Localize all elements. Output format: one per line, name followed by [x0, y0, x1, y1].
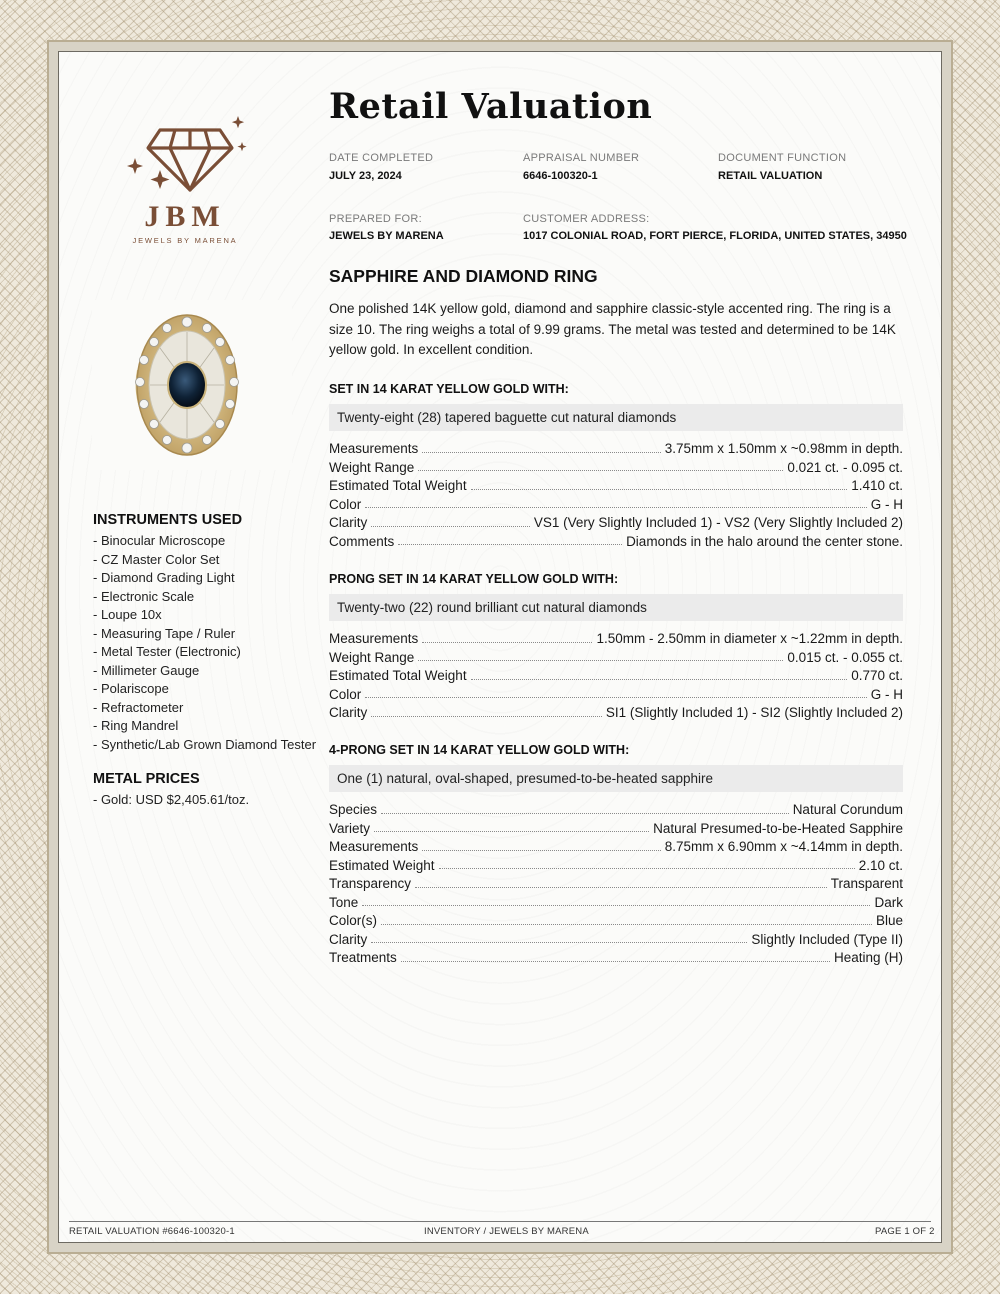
- footer-divider: [69, 1221, 931, 1222]
- row-label: Estimated Total Weight: [329, 478, 467, 493]
- row-value: 8.75mm x 6.90mm x ~4.14mm in depth.: [664, 839, 903, 854]
- company-logo: [120, 108, 250, 248]
- list-item: - Synthetic/Lab Grown Diamond Tester: [93, 736, 317, 752]
- list-item: - Millimeter Gauge: [93, 662, 200, 678]
- date-label: DATE COMPLETED: [329, 152, 434, 164]
- list-item: - Gold: USD $2,405.61/toz.: [93, 792, 250, 807]
- row-value: G - H: [870, 496, 903, 512]
- detail-row: [329, 477, 903, 496]
- detail-row: [329, 533, 903, 552]
- row-value: Heating (H): [833, 950, 903, 965]
- row-label: Treatments: [329, 950, 397, 965]
- list-item: - Polariscope: [93, 681, 169, 696]
- row-label: Variety: [329, 820, 371, 836]
- row-value: 2.10 ct.: [858, 857, 903, 873]
- instruments-list: [93, 532, 333, 754]
- detail-row: [329, 630, 903, 649]
- stone-block-rounds: [329, 572, 903, 723]
- row-label: Comments: [329, 533, 395, 549]
- row-value: Slightly Included (Type II): [751, 931, 903, 947]
- detail-row: [329, 931, 903, 950]
- stone-block-baguettes: [329, 382, 903, 551]
- list-item: - Ring Mandrel: [93, 718, 179, 733]
- row-label: Clarity: [329, 931, 368, 947]
- row-value: SI1 (Slightly Included 1) - SI2 (Slightly Included 2): [605, 705, 903, 720]
- prepared-for-value: JEWELS BY MARENA: [329, 230, 444, 242]
- list-item: - CZ Master Color Set: [93, 551, 220, 567]
- row-value: G - H: [870, 686, 903, 702]
- detail-row: [329, 875, 903, 894]
- block-heading: PRONG SET IN 14 KARAT YELLOW GOLD WITH:: [329, 572, 619, 586]
- list-item: - Metal Tester (Electronic): [93, 644, 241, 659]
- document-function-label: DOCUMENT FUNCTION: [718, 152, 847, 164]
- detail-row: [329, 496, 903, 515]
- item-description: One polished 14K yellow gold, diamond and sapphire classic-style accented ring. The ring is a size 10. The ring weighs a total of 9.99 grams. The metal was tested and determined to be 14K yellow gold. In excellent condition.: [329, 301, 896, 357]
- list-item: - Loupe 10x: [93, 607, 162, 622]
- detail-row: [329, 667, 903, 686]
- appraisal-number-value: 6646-100320-1: [523, 170, 598, 182]
- row-value: Natural Corundum: [792, 802, 903, 817]
- block-summary: Twenty-eight (28) tapered baguette cut natural diamonds: [329, 404, 903, 431]
- detail-row: [329, 801, 903, 820]
- detail-row: [329, 857, 903, 876]
- customer-address-label: CUSTOMER ADDRESS:: [523, 213, 650, 225]
- row-value: 3.75mm x 1.50mm x ~0.98mm in depth.: [664, 441, 903, 456]
- list-item: - Refractometer: [93, 699, 184, 715]
- row-value: 0.021 ct. - 0.095 ct.: [787, 459, 903, 475]
- row-label: Estimated Weight: [329, 857, 435, 873]
- footer-inventory: INVENTORY / JEWELS BY MARENA: [424, 1226, 589, 1237]
- row-label: Measurements: [329, 631, 419, 646]
- block-heading: 4-PRONG SET IN 14 KARAT YELLOW GOLD WITH:: [329, 743, 630, 757]
- row-label: Species: [329, 802, 378, 817]
- metal-prices-list: [93, 791, 333, 810]
- metal-prices-section: [93, 771, 333, 810]
- detail-row: [329, 686, 903, 705]
- row-label: Measurements: [329, 839, 419, 854]
- detail-row: [329, 838, 903, 857]
- logo-letters: JBM: [144, 200, 226, 233]
- row-value: Dark: [874, 894, 903, 910]
- row-label: Clarity: [329, 515, 368, 530]
- row-label: Estimated Total Weight: [329, 668, 467, 683]
- detail-row: [329, 894, 903, 913]
- row-value: VS1 (Very Slightly Included 1) - VS2 (Very Slightly Included 2): [533, 515, 903, 530]
- date-value: JULY 23, 2024: [329, 170, 402, 182]
- block-summary: One (1) natural, oval-shaped, presumed-to-be-heated sapphire: [329, 765, 903, 792]
- row-label: Color(s): [329, 913, 378, 928]
- list-item: - Binocular Microscope: [93, 533, 226, 548]
- row-value: Natural Presumed-to-be-Heated Sapphire: [653, 820, 903, 836]
- prepared-for-label: PREPARED FOR:: [329, 213, 422, 225]
- row-label: Transparency: [329, 876, 412, 891]
- list-item: - Electronic Scale: [93, 588, 195, 604]
- row-value: 0.770 ct.: [851, 668, 903, 683]
- row-value: Blue: [875, 913, 903, 928]
- customer-address-value: 1017 COLONIAL ROAD, FORT PIERCE, FLORIDA, UNITED STATES, 34950: [523, 230, 907, 242]
- logo-subtitle: JEWELS BY MARENA: [132, 236, 238, 245]
- diamond-logo-icon: [120, 108, 250, 198]
- detail-row: [329, 649, 903, 668]
- appraisal-number-label: APPRAISAL NUMBER: [523, 152, 640, 164]
- row-value: Transparent: [830, 876, 903, 891]
- footer-reference: RETAIL VALUATION #6646-100320-1: [69, 1226, 235, 1237]
- row-label: Color: [329, 686, 362, 702]
- detail-row: [329, 440, 903, 459]
- row-label: Tone: [329, 894, 359, 910]
- row-label: Weight Range: [329, 459, 415, 475]
- detail-row: [329, 459, 903, 478]
- stone-block-sapphire: [329, 743, 903, 968]
- detail-row: [329, 820, 903, 839]
- block-summary: Twenty-two (22) round brilliant cut natural diamonds: [329, 594, 903, 621]
- detail-row: [329, 514, 903, 533]
- row-label: Weight Range: [329, 649, 415, 665]
- row-value: Diamonds in the halo around the center stone.: [626, 533, 903, 549]
- row-label: Color: [329, 496, 362, 512]
- ring-photo: [92, 300, 292, 470]
- page-title: Retail Valuation: [329, 86, 653, 127]
- row-label: Measurements: [329, 441, 419, 456]
- row-label: Clarity: [329, 705, 368, 720]
- item-title: SAPPHIRE AND DIAMOND RING: [329, 266, 598, 286]
- footer-page-number: PAGE 1 OF 2: [875, 1226, 935, 1237]
- list-item: - Diamond Grading Light: [93, 570, 235, 585]
- instruments-section: [93, 512, 333, 754]
- detail-row: [329, 949, 903, 968]
- detail-row: [329, 704, 903, 723]
- instruments-heading: INSTRUMENTS USED: [93, 512, 243, 528]
- document-function-value: RETAIL VALUATION: [718, 170, 823, 182]
- detail-row: [329, 912, 903, 931]
- row-value: 1.410 ct.: [851, 478, 903, 493]
- row-value: 0.015 ct. - 0.055 ct.: [787, 649, 903, 665]
- block-heading: SET IN 14 KARAT YELLOW GOLD WITH:: [329, 382, 569, 396]
- row-value: 1.50mm - 2.50mm in diameter x ~1.22mm in depth.: [596, 631, 903, 646]
- list-item: - Measuring Tape / Ruler: [93, 625, 236, 641]
- metal-prices-heading: METAL PRICES: [93, 771, 200, 787]
